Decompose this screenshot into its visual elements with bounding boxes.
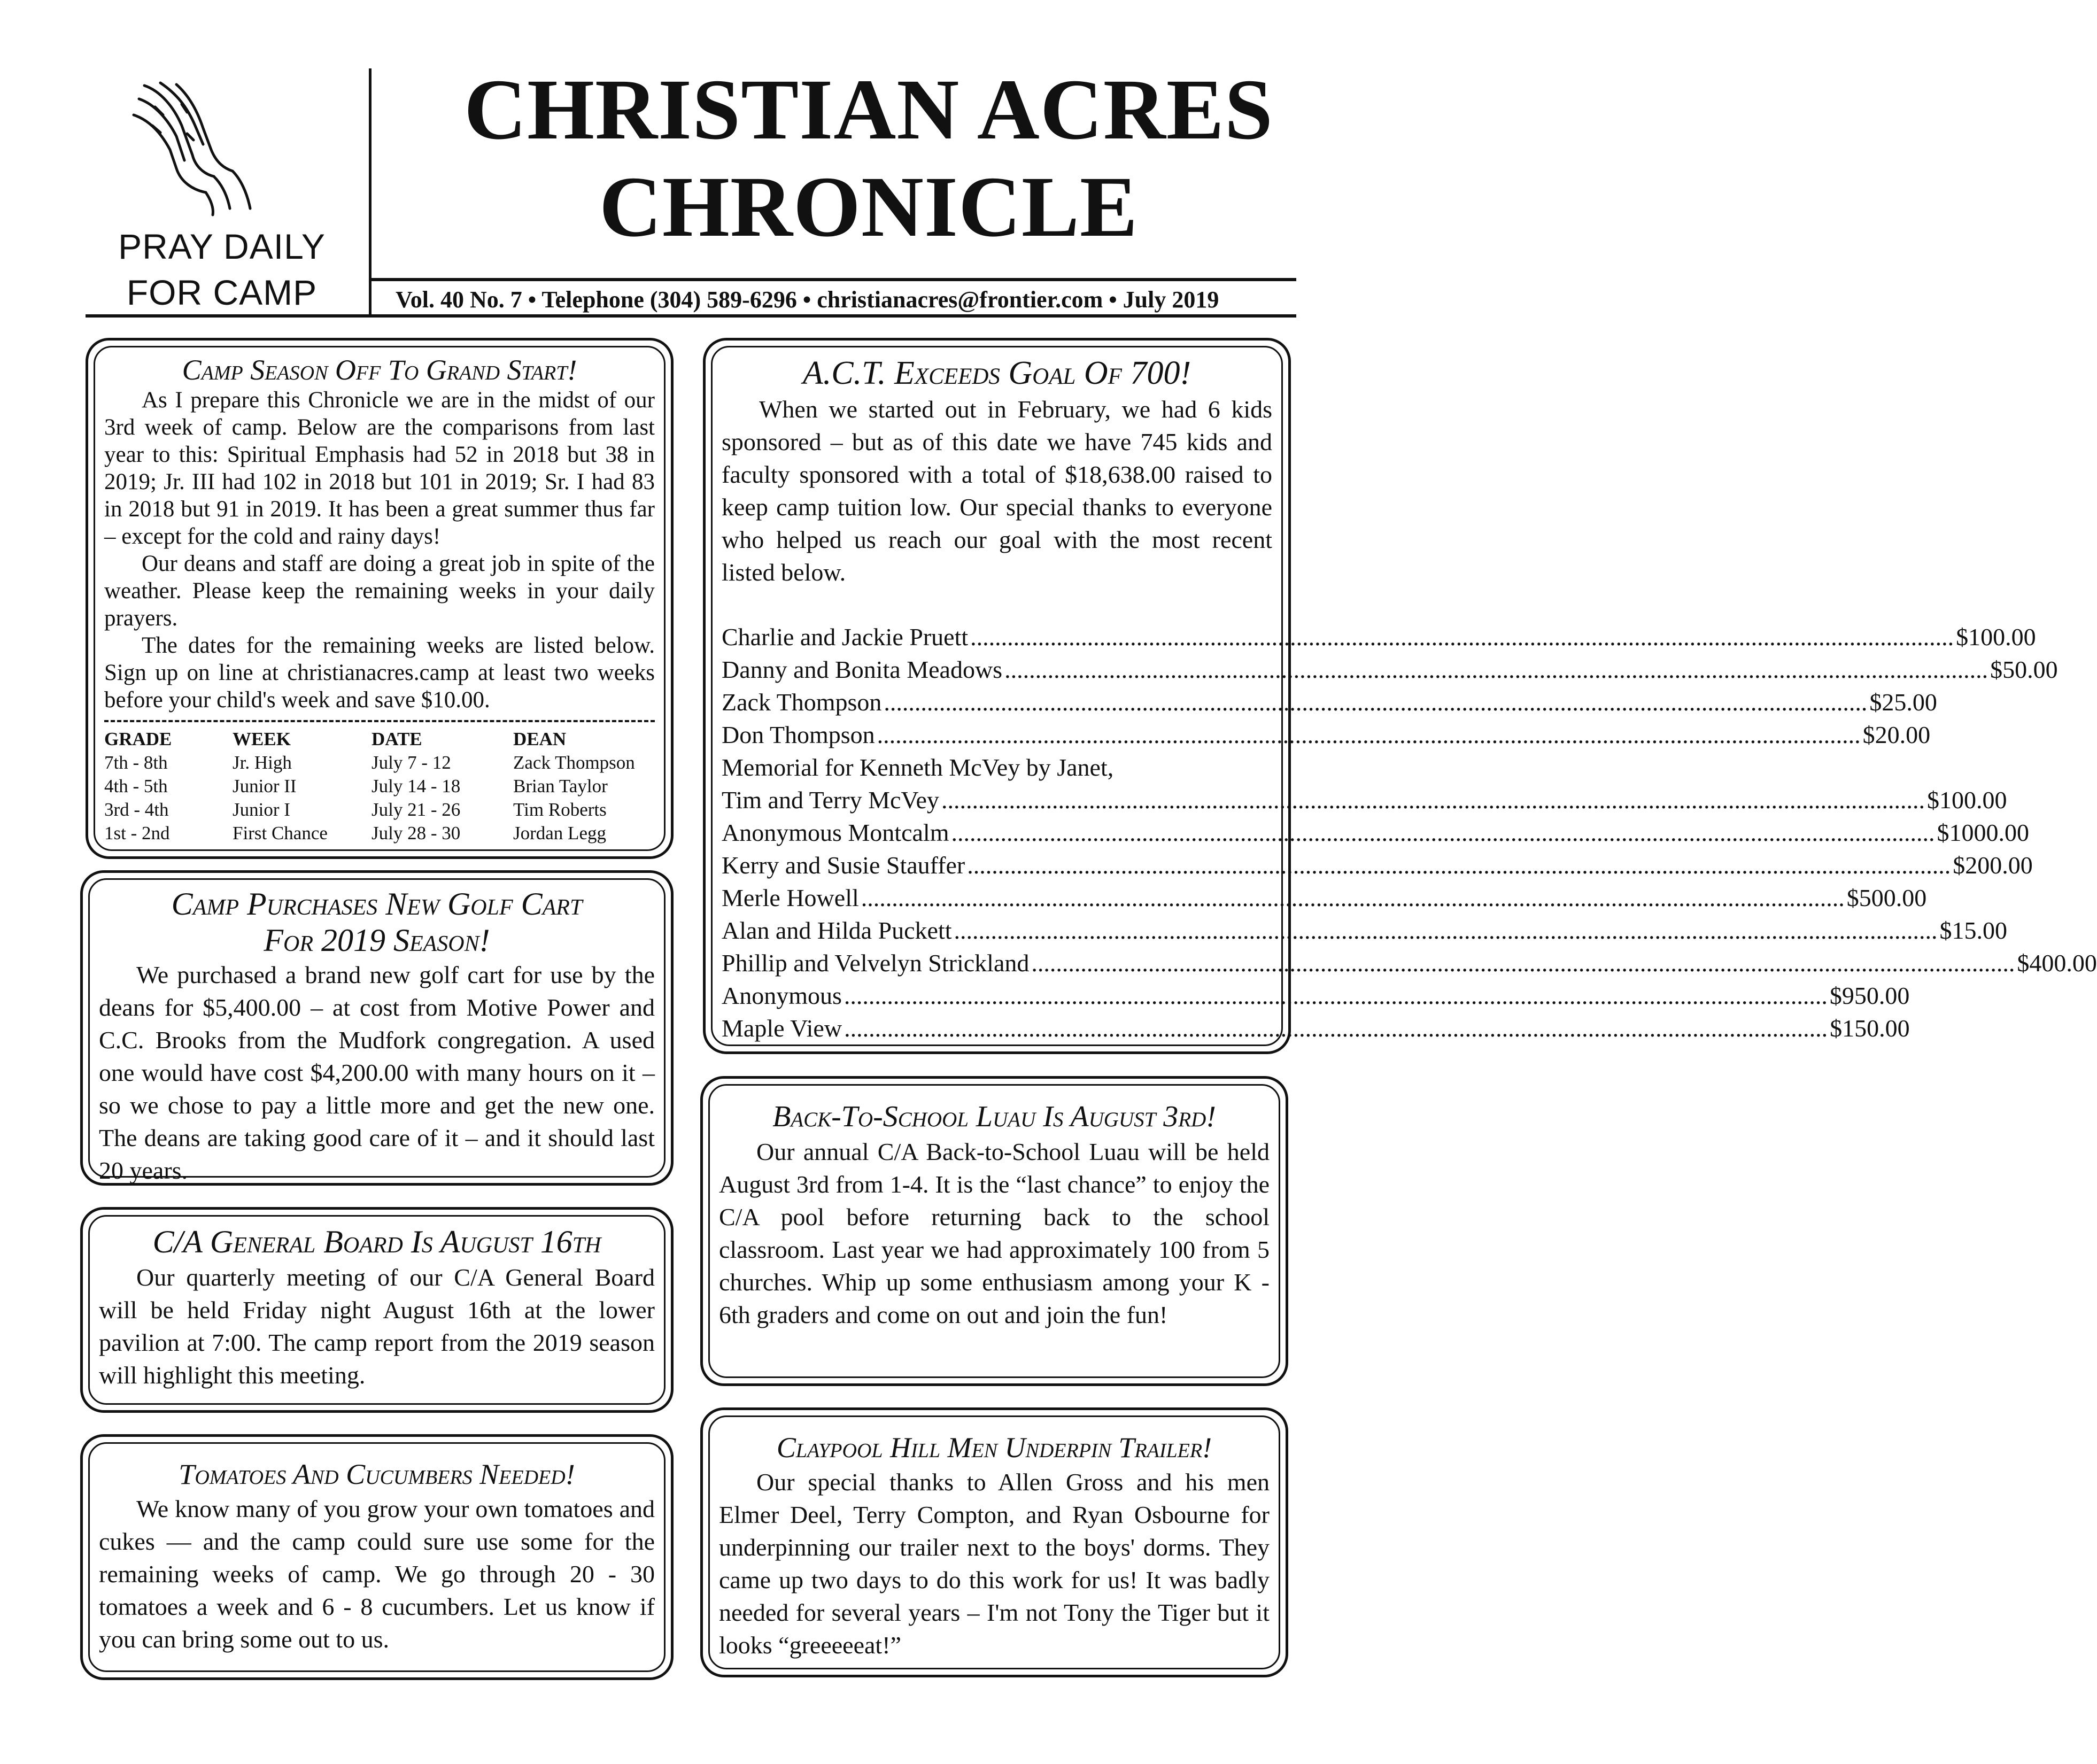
donor-name: Danny and Bonita Meadows [722, 656, 1003, 683]
article-paragraph: We purchased a brand new golf cart for use by the deans for $5,400.00 – at cost from Motive Power and C.C. Brooks from the Mudfork congregation. A used one would have cost $4,200.00 with many hours on it – so we chose to pay a little more and get the new one. The deans are taking good care of it – and it should last 20 years. [99, 961, 655, 1184]
article-title: C/A General Board Is August 16th [152, 1224, 601, 1259]
schedule-table [104, 720, 655, 845]
camp-season-article [86, 338, 674, 859]
donor-name: Phillip and Velvelyn Strickland [722, 949, 1030, 977]
cell-week: Junior I [233, 799, 290, 820]
donor-name: Maple View [722, 1015, 842, 1042]
masthead-rule [86, 314, 1296, 318]
newsletter-title [374, 61, 1363, 256]
donor-name: Tim and Terry McVey [722, 786, 939, 814]
cell-week: Junior II [233, 776, 297, 796]
article-paragraph: Our deans and staff are doing a great job in spite of the weather. Please keep the remaining weeks in your daily prayers. [104, 551, 655, 631]
list-item [722, 849, 2033, 881]
donor-name: Zack Thompson [722, 688, 882, 716]
title-line-1: CHRISTIAN ACRES [464, 62, 1273, 158]
article-paragraph: As I prepare this Chronicle we are in the midst of our 3rd week of camp. Below are the comparisons from last year to this: Spiritual Emphasis had 52 in 2018 but 38 in 2019; Jr. III had 102 in 2018 but 101 in 2019; Sr. I had 83 in 2018 but 91 in 2019. It has been a great summer thus far – except for the cold and rainy days! [104, 388, 655, 549]
list-item [722, 653, 2058, 686]
luau-article [700, 1076, 1288, 1386]
schedule-header [104, 728, 655, 751]
article-paragraph: We know many of you grow your own tomatoes and cukes — and the camp could sure use some for the remaining weeks of camp. We go through 20 - 30 tomatoes a week and 6 - 8 cucumbers. Let us know if you can bring some out to us. [99, 1495, 655, 1653]
donation-amount: $20.00 [1862, 721, 1931, 748]
list-item [722, 784, 2007, 816]
praying-hands-icon [123, 75, 257, 219]
article-title: Camp Purchases New Golf Cart [171, 886, 583, 922]
col-dean: DEAN [513, 729, 567, 749]
list-item [722, 816, 2029, 849]
donor-name: Anonymous [722, 982, 842, 1009]
issue-info: Vol. 40 No. 7 • Telephone (304) 589-6296 • christianacres@frontier.com • July 2019 [396, 287, 1219, 313]
col-week: WEEK [233, 729, 291, 749]
article-title: Camp Season Off To Grand Start! [182, 354, 577, 386]
table-row [104, 822, 655, 845]
donation-amount: $150.00 [1830, 1015, 1910, 1042]
cell-grade: 4th - 5th [104, 776, 168, 796]
pray-daily-slogan [96, 223, 347, 315]
cell-week: First Chance [233, 823, 328, 844]
article-title: Claypool Hill Men Underpin Trailer! [776, 1432, 1212, 1464]
cell-date: July 28 - 30 [372, 823, 461, 844]
list-item [722, 914, 2008, 947]
list-item [722, 1012, 1910, 1045]
title-line-2: CHRONICLE [599, 159, 1139, 255]
list-item [722, 718, 1931, 751]
article-title: Tomatoes And Cucumbers Needed! [179, 1458, 575, 1490]
donor-list [722, 621, 2097, 1045]
donation-amount: $50.00 [1990, 656, 2058, 683]
claypool-article [700, 1407, 1288, 1677]
donation-amount: $400.00 [2017, 949, 2097, 977]
article-paragraph: Our special thanks to Allen Gross and his men Elmer Deel, Terry Compton, and Ryan Osbourne for underpinning our trailer next to the boys' dorms. They came up two days to do this work for us! It was badly needed for several years – I'm not Tony the Tiger but it looks “greeeeeat!” [719, 1468, 1270, 1659]
memorial-line: Memorial for Kenneth McVey by Janet, [722, 754, 1114, 781]
cell-date: July 7 - 12 [372, 752, 451, 773]
article-title: A.C.T. Exceeds Goal Of 700! [802, 355, 1191, 391]
table-row [104, 798, 655, 822]
donation-amount: $100.00 [1926, 786, 2007, 814]
cell-week: Jr. High [233, 752, 292, 773]
article-title: For 2019 Season! [264, 923, 490, 958]
masthead-divider [369, 68, 372, 314]
cell-grade: 7th - 8th [104, 752, 168, 773]
donation-amount: $1000.00 [1937, 819, 2029, 846]
donation-amount: $15.00 [1939, 917, 2008, 944]
cell-date: July 14 - 18 [372, 776, 461, 796]
tomatoes-article [80, 1434, 674, 1680]
golf-cart-article [80, 870, 674, 1186]
donation-amount: $500.00 [1846, 884, 1927, 911]
list-item [722, 947, 2097, 979]
cell-dean: Brian Taylor [513, 776, 608, 796]
list-item [722, 979, 1910, 1012]
donation-amount: $100.00 [1956, 623, 2036, 651]
general-board-article [80, 1207, 674, 1413]
donor-name: Don Thompson [722, 721, 875, 748]
donation-amount: $950.00 [1829, 982, 1910, 1009]
list-item [722, 686, 1937, 718]
donor-name: Anonymous Montcalm [722, 819, 949, 846]
donor-name: Alan and Hilda Puckett [722, 917, 952, 944]
donation-amount: $200.00 [1953, 852, 2033, 879]
donor-name: Kerry and Susie Stauffer [722, 852, 965, 879]
article-paragraph: Our annual C/A Back-to-School Luau will be held August 3rd from 1-4. It is the “last chance” to enjoy the C/A pool before returning back to the school classroom. Last year we had approximately 100 from 5 churches. Whip up some enthusiasm among your K - 6th graders and come on out and join the fun! [719, 1138, 1270, 1328]
table-row [104, 775, 655, 798]
cell-dean: Jordan Legg [513, 823, 606, 844]
cell-grade: 3rd - 4th [104, 799, 169, 820]
article-paragraph: The dates for the remaining weeks are listed below. Sign up on line at christianacres.camp at least two weeks before your child's week and save $10.00. [104, 633, 655, 713]
article-paragraph: When we started out in February, we had 6 kids sponsored – but as of this date we have 745 kids and faculty sponsored with a total of $18,638.00 raised to keep camp tuition low. Our special thanks to everyone who helped us reach our goal with the most recent listed below. [722, 396, 1272, 586]
cell-date: July 21 - 26 [372, 799, 461, 820]
list-item [722, 621, 2036, 653]
cell-dean: Tim Roberts [513, 799, 607, 820]
donor-name: Charlie and Jackie Pruett [722, 623, 969, 651]
table-row [104, 751, 655, 775]
cell-grade: 1st - 2nd [104, 823, 170, 844]
cell-dean: Zack Thompson [513, 752, 635, 773]
article-paragraph: Our quarterly meeting of our C/A General Board will be held Friday night August 16th at the lower pavilion at 7:00. The camp report from the 2019 season will highlight this meeting. [99, 1264, 655, 1389]
article-title: Back-To-School Luau Is August 3rd! [772, 1100, 1216, 1133]
slogan-line-1: PRAY DAILY [118, 227, 326, 266]
title-rule [369, 278, 1296, 281]
act-article [703, 338, 2097, 1054]
donor-name: Merle Howell [722, 884, 859, 911]
list-item [722, 881, 1927, 914]
donation-amount: $25.00 [1869, 688, 1937, 716]
slogan-line-2: FOR CAMP [126, 273, 318, 312]
col-date: DATE [372, 729, 422, 749]
col-grade: GRADE [104, 729, 172, 749]
